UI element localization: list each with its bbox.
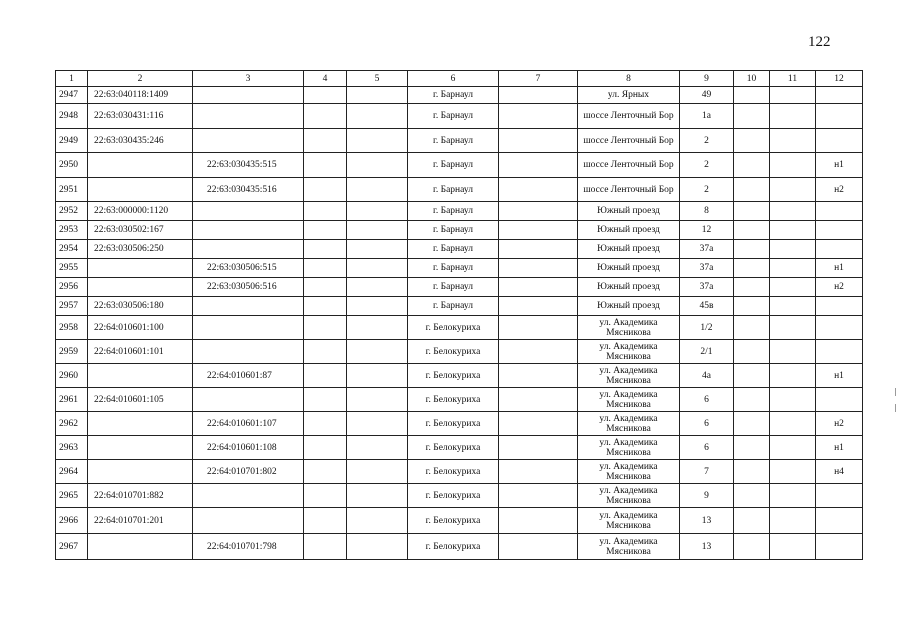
table-cell-col-7 (499, 436, 578, 460)
table-cell-col-1: 2953 (56, 221, 88, 240)
table-cell-col-7 (499, 278, 578, 297)
table-cell-col-11 (770, 259, 816, 278)
table-cell-col-11 (770, 534, 816, 560)
table-cell-col-5 (347, 436, 408, 460)
table-cell-col-10 (734, 221, 770, 240)
table-cell-col-4 (304, 436, 347, 460)
table-cell-col-3 (193, 104, 304, 129)
table-cell-col-4 (304, 202, 347, 221)
table-cell-col-12 (816, 534, 863, 560)
table-cell-col-3 (193, 202, 304, 221)
table-cell-col-1: 2955 (56, 259, 88, 278)
table-cell-col-2: 22:63:030502:167 (88, 221, 193, 240)
table-cell-col-12: н1 (816, 153, 863, 178)
table-cell-col-5 (347, 412, 408, 436)
table-cell-col-4 (304, 259, 347, 278)
table-cell-col-3 (193, 87, 304, 104)
table-cell-col-11 (770, 278, 816, 297)
table-cell-col-6: г. Барнаул (408, 87, 499, 104)
table-cell-col-8: ул. Академика Мясникова (578, 460, 680, 484)
table-cell-col-5 (347, 259, 408, 278)
table-cell-col-10 (734, 412, 770, 436)
table-cell-col-7 (499, 87, 578, 104)
table-cell-col-11 (770, 364, 816, 388)
table-cell-col-11 (770, 460, 816, 484)
table-cell-col-3 (193, 221, 304, 240)
table-cell-col-7 (499, 484, 578, 508)
table-cell-col-6: г. Барнаул (408, 202, 499, 221)
table-cell-col-10 (734, 87, 770, 104)
table-cell-col-9: 9 (680, 484, 734, 508)
table-row (56, 534, 863, 560)
table-cell-col-1: 2959 (56, 340, 88, 364)
column-header: 5 (347, 71, 408, 87)
table-cell-col-2: 22:64:010601:105 (88, 388, 193, 412)
table-cell-col-4 (304, 508, 347, 534)
table-cell-col-4 (304, 104, 347, 129)
table-cell-col-9: 37а (680, 240, 734, 259)
table-cell-col-6: г. Белокуриха (408, 508, 499, 534)
table-cell-col-1: 2967 (56, 534, 88, 560)
table-cell-col-11 (770, 240, 816, 259)
table-cell-col-7 (499, 388, 578, 412)
column-header: 1 (56, 71, 88, 87)
table-row (56, 436, 863, 460)
table-cell-col-10 (734, 364, 770, 388)
table-cell-col-9: 45в (680, 297, 734, 316)
table-cell-col-12: н2 (816, 278, 863, 297)
table-cell-col-2 (88, 278, 193, 297)
table-cell-col-9: 2 (680, 178, 734, 202)
table-cell-col-10 (734, 278, 770, 297)
table-row (56, 87, 863, 104)
table-cell-col-4 (304, 278, 347, 297)
table-row (56, 412, 863, 436)
table-cell-col-1: 2963 (56, 436, 88, 460)
table-cell-col-9: 1а (680, 104, 734, 129)
table-cell-col-6: г. Белокуриха (408, 388, 499, 412)
table-cell-col-6: г. Белокуриха (408, 316, 499, 340)
table-cell-col-7 (499, 221, 578, 240)
table-cell-col-8: ул. Академика Мясникова (578, 508, 680, 534)
table-cell-col-5 (347, 340, 408, 364)
table-cell-col-2 (88, 436, 193, 460)
table-cell-col-4 (304, 129, 347, 153)
table-row (56, 129, 863, 153)
table-row (56, 340, 863, 364)
table-cell-col-7 (499, 412, 578, 436)
table-cell-col-10 (734, 340, 770, 364)
table-cell-col-7 (499, 534, 578, 560)
scan-mark (895, 388, 896, 396)
table-cell-col-3: 22:63:030506:515 (193, 259, 304, 278)
table-row (56, 178, 863, 202)
table-cell-col-6: г. Барнаул (408, 221, 499, 240)
table-row (56, 153, 863, 178)
table-cell-col-1: 2960 (56, 364, 88, 388)
table-cell-col-1: 2949 (56, 129, 88, 153)
table-cell-col-11 (770, 508, 816, 534)
table-cell-col-7 (499, 259, 578, 278)
table-cell-col-3 (193, 484, 304, 508)
table-cell-col-12 (816, 129, 863, 153)
table-row (56, 388, 863, 412)
table-cell-col-1: 2965 (56, 484, 88, 508)
table-cell-col-1: 2947 (56, 87, 88, 104)
table-cell-col-4 (304, 297, 347, 316)
column-header: 10 (734, 71, 770, 87)
table-cell-col-11 (770, 202, 816, 221)
table-cell-col-9: 2 (680, 153, 734, 178)
table-cell-col-2: 22:63:030506:180 (88, 297, 193, 316)
table-cell-col-5 (347, 221, 408, 240)
table-cell-col-5 (347, 297, 408, 316)
table-cell-col-2: 22:63:030506:250 (88, 240, 193, 259)
table-cell-col-3: 22:63:030506:516 (193, 278, 304, 297)
table-cell-col-5 (347, 129, 408, 153)
table-cell-col-4 (304, 388, 347, 412)
table-cell-col-3: 22:63:030435:515 (193, 153, 304, 178)
table-cell-col-1: 2957 (56, 297, 88, 316)
table-cell-col-5 (347, 104, 408, 129)
table-cell-col-12 (816, 508, 863, 534)
table-cell-col-2 (88, 364, 193, 388)
table-cell-col-12 (816, 240, 863, 259)
table-cell-col-7 (499, 104, 578, 129)
table-cell-col-12: н1 (816, 364, 863, 388)
table-cell-col-8: ул. Академика Мясникова (578, 340, 680, 364)
table-cell-col-8: шоссе Ленточный Бор (578, 153, 680, 178)
table-cell-col-6: г. Барнаул (408, 104, 499, 129)
table-row (56, 202, 863, 221)
page-number: 122 (808, 34, 831, 50)
table-cell-col-10 (734, 316, 770, 340)
table-cell-col-4 (304, 412, 347, 436)
table-cell-col-5 (347, 364, 408, 388)
table-cell-col-8: Южный проезд (578, 202, 680, 221)
table-cell-col-8: ул. Академика Мясникова (578, 316, 680, 340)
table-cell-col-10 (734, 104, 770, 129)
table-cell-col-8: ул. Академика Мясникова (578, 484, 680, 508)
table-row (56, 104, 863, 129)
table-cell-col-2: 22:63:030435:246 (88, 129, 193, 153)
table-cell-col-6: г. Барнаул (408, 153, 499, 178)
table-cell-col-6: г. Барнаул (408, 129, 499, 153)
table-cell-col-12 (816, 484, 863, 508)
table-row (56, 484, 863, 508)
table-cell-col-2 (88, 259, 193, 278)
table-cell-col-5 (347, 178, 408, 202)
table-cell-col-4 (304, 87, 347, 104)
table-cell-col-2: 22:64:010601:100 (88, 316, 193, 340)
table-cell-col-6: г. Белокуриха (408, 340, 499, 364)
table-cell-col-2: 22:64:010701:882 (88, 484, 193, 508)
table-row (56, 259, 863, 278)
table-cell-col-10 (734, 178, 770, 202)
table-cell-col-6: г. Барнаул (408, 259, 499, 278)
table-cell-col-12: н2 (816, 412, 863, 436)
table-cell-col-1: 2964 (56, 460, 88, 484)
table-cell-col-10 (734, 436, 770, 460)
table-cell-col-1: 2952 (56, 202, 88, 221)
table-cell-col-11 (770, 484, 816, 508)
table-cell-col-10 (734, 508, 770, 534)
table-cell-col-3: 22:64:010601:87 (193, 364, 304, 388)
table-cell-col-2: 22:63:030431:116 (88, 104, 193, 129)
table-cell-col-12: н2 (816, 178, 863, 202)
table-cell-col-9: 1/2 (680, 316, 734, 340)
table-cell-col-5 (347, 508, 408, 534)
table-cell-col-4 (304, 178, 347, 202)
table-cell-col-12: н4 (816, 460, 863, 484)
table-cell-col-6: г. Барнаул (408, 240, 499, 259)
table-cell-col-11 (770, 388, 816, 412)
table-cell-col-4 (304, 240, 347, 259)
table-cell-col-4 (304, 153, 347, 178)
table-cell-col-8: шоссе Ленточный Бор (578, 104, 680, 129)
table-cell-col-9: 4а (680, 364, 734, 388)
table-cell-col-5 (347, 278, 408, 297)
table-cell-col-11 (770, 129, 816, 153)
table-cell-col-3: 22:63:030435:516 (193, 178, 304, 202)
table-cell-col-9: 6 (680, 388, 734, 412)
table-row (56, 364, 863, 388)
table-cell-col-2 (88, 460, 193, 484)
table-cell-col-1: 2962 (56, 412, 88, 436)
table-cell-col-12 (816, 104, 863, 129)
table-cell-col-11 (770, 297, 816, 316)
table-cell-col-4 (304, 534, 347, 560)
table-cell-col-7 (499, 202, 578, 221)
table-body (56, 87, 863, 560)
table-cell-col-4 (304, 364, 347, 388)
table-cell-col-12 (816, 297, 863, 316)
table-cell-col-12 (816, 316, 863, 340)
table-cell-col-3 (193, 316, 304, 340)
column-header: 4 (304, 71, 347, 87)
table-cell-col-10 (734, 129, 770, 153)
table-cell-col-9: 13 (680, 508, 734, 534)
table-cell-col-5 (347, 153, 408, 178)
table-cell-col-12: н1 (816, 436, 863, 460)
table-cell-col-3: 22:64:010701:802 (193, 460, 304, 484)
table-cell-col-10 (734, 460, 770, 484)
scan-mark (895, 404, 896, 412)
table-cell-col-7 (499, 460, 578, 484)
table-cell-col-4 (304, 221, 347, 240)
table-cell-col-1: 2948 (56, 104, 88, 129)
table-cell-col-4 (304, 316, 347, 340)
table-cell-col-9: 49 (680, 87, 734, 104)
table-cell-col-7 (499, 316, 578, 340)
table-cell-col-1: 2950 (56, 153, 88, 178)
table-cell-col-6: г. Барнаул (408, 278, 499, 297)
table-cell-col-7 (499, 178, 578, 202)
table-cell-col-6: г. Барнаул (408, 178, 499, 202)
table-cell-col-11 (770, 412, 816, 436)
table-cell-col-8: Южный проезд (578, 297, 680, 316)
table-cell-col-11 (770, 340, 816, 364)
table-cell-col-10 (734, 484, 770, 508)
table-cell-col-9: 37а (680, 259, 734, 278)
table-cell-col-11 (770, 87, 816, 104)
table-cell-col-7 (499, 297, 578, 316)
table-cell-col-11 (770, 104, 816, 129)
table-cell-col-12 (816, 221, 863, 240)
table-cell-col-12 (816, 87, 863, 104)
table-cell-col-9: 2/1 (680, 340, 734, 364)
table-cell-col-6: г. Белокуриха (408, 412, 499, 436)
table-cell-col-9: 2 (680, 129, 734, 153)
table-cell-col-6: г. Белокуриха (408, 364, 499, 388)
table-cell-col-1: 2951 (56, 178, 88, 202)
table-cell-col-3 (193, 508, 304, 534)
table-row (56, 297, 863, 316)
table-cell-col-1: 2958 (56, 316, 88, 340)
table-cell-col-11 (770, 316, 816, 340)
table-cell-col-12 (816, 340, 863, 364)
table-cell-col-5 (347, 484, 408, 508)
table-cell-col-12 (816, 388, 863, 412)
table-cell-col-5 (347, 534, 408, 560)
table-cell-col-3: 22:64:010601:108 (193, 436, 304, 460)
table-cell-col-7 (499, 340, 578, 364)
table-cell-col-6: г. Белокуриха (408, 460, 499, 484)
table-cell-col-11 (770, 178, 816, 202)
table-cell-col-8: ул. Академика Мясникова (578, 388, 680, 412)
table-cell-col-8: ул. Академика Мясникова (578, 534, 680, 560)
table-cell-col-5 (347, 316, 408, 340)
table-cell-col-7 (499, 508, 578, 534)
table-cell-col-2 (88, 178, 193, 202)
table-cell-col-5 (347, 87, 408, 104)
table-cell-col-7 (499, 153, 578, 178)
table-cell-col-8: ул. Академика Мясникова (578, 364, 680, 388)
column-header: 6 (408, 71, 499, 87)
table-cell-col-10 (734, 240, 770, 259)
table-cell-col-10 (734, 388, 770, 412)
table-cell-col-3 (193, 340, 304, 364)
table-cell-col-7 (499, 240, 578, 259)
registry-table (55, 70, 863, 560)
table-cell-col-10 (734, 534, 770, 560)
table-cell-col-9: 6 (680, 436, 734, 460)
table-cell-col-1: 2954 (56, 240, 88, 259)
table-cell-col-5 (347, 202, 408, 221)
table-cell-col-6: г. Белокуриха (408, 484, 499, 508)
table-row (56, 240, 863, 259)
table-cell-col-9: 6 (680, 412, 734, 436)
table-cell-col-6: г. Барнаул (408, 297, 499, 316)
table-cell-col-11 (770, 221, 816, 240)
table-cell-col-10 (734, 259, 770, 278)
table-cell-col-5 (347, 460, 408, 484)
table-cell-col-1: 2961 (56, 388, 88, 412)
table-cell-col-4 (304, 340, 347, 364)
table-cell-col-8: шоссе Ленточный Бор (578, 178, 680, 202)
table-cell-col-8: Южный проезд (578, 240, 680, 259)
table-cell-col-8: ул. Академика Мясникова (578, 412, 680, 436)
table-cell-col-7 (499, 129, 578, 153)
table-cell-col-10 (734, 202, 770, 221)
table-cell-col-8: ул. Академика Мясникова (578, 436, 680, 460)
column-header: 2 (88, 71, 193, 87)
table-cell-col-12 (816, 202, 863, 221)
table-cell-col-4 (304, 484, 347, 508)
table-cell-col-9: 37а (680, 278, 734, 297)
table-cell-col-9: 8 (680, 202, 734, 221)
column-header: 11 (770, 71, 816, 87)
table-cell-col-10 (734, 297, 770, 316)
table-row (56, 316, 863, 340)
table-cell-col-7 (499, 364, 578, 388)
header-row (56, 71, 863, 87)
table-cell-col-6: г. Белокуриха (408, 534, 499, 560)
table-cell-col-11 (770, 153, 816, 178)
table-cell-col-10 (734, 153, 770, 178)
table-cell-col-11 (770, 436, 816, 460)
table-cell-col-2: 22:64:010601:101 (88, 340, 193, 364)
table-cell-col-2: 22:63:040118:1409 (88, 87, 193, 104)
table-cell-col-8: шоссе Ленточный Бор (578, 129, 680, 153)
table-cell-col-3: 22:64:010601:107 (193, 412, 304, 436)
table-row (56, 278, 863, 297)
table-cell-col-5 (347, 240, 408, 259)
table-cell-col-3 (193, 240, 304, 259)
table-cell-col-3: 22:64:010701:798 (193, 534, 304, 560)
table-row (56, 221, 863, 240)
table-cell-col-8: Южный проезд (578, 259, 680, 278)
table-cell-col-2: 22:64:010701:201 (88, 508, 193, 534)
table-cell-col-9: 7 (680, 460, 734, 484)
table-cell-col-8: Южный проезд (578, 278, 680, 297)
table-cell-col-1: 2966 (56, 508, 88, 534)
table-cell-col-12: н1 (816, 259, 863, 278)
table-cell-col-4 (304, 460, 347, 484)
table-cell-col-3 (193, 129, 304, 153)
table-cell-col-8: ул. Ярных (578, 87, 680, 104)
table-row (56, 508, 863, 534)
table-cell-col-9: 12 (680, 221, 734, 240)
table-cell-col-2 (88, 153, 193, 178)
column-header: 9 (680, 71, 734, 87)
table-cell-col-8: Южный проезд (578, 221, 680, 240)
column-header: 3 (193, 71, 304, 87)
column-header: 8 (578, 71, 680, 87)
table-cell-col-9: 13 (680, 534, 734, 560)
table-cell-col-2 (88, 534, 193, 560)
table-cell-col-6: г. Белокуриха (408, 436, 499, 460)
column-header: 12 (816, 71, 863, 87)
table-cell-col-2: 22:63:000000:1120 (88, 202, 193, 221)
table-cell-col-3 (193, 297, 304, 316)
table-cell-col-1: 2956 (56, 278, 88, 297)
table-cell-col-2 (88, 412, 193, 436)
table-cell-col-5 (347, 388, 408, 412)
table-row (56, 460, 863, 484)
table-cell-col-3 (193, 388, 304, 412)
column-header: 7 (499, 71, 578, 87)
